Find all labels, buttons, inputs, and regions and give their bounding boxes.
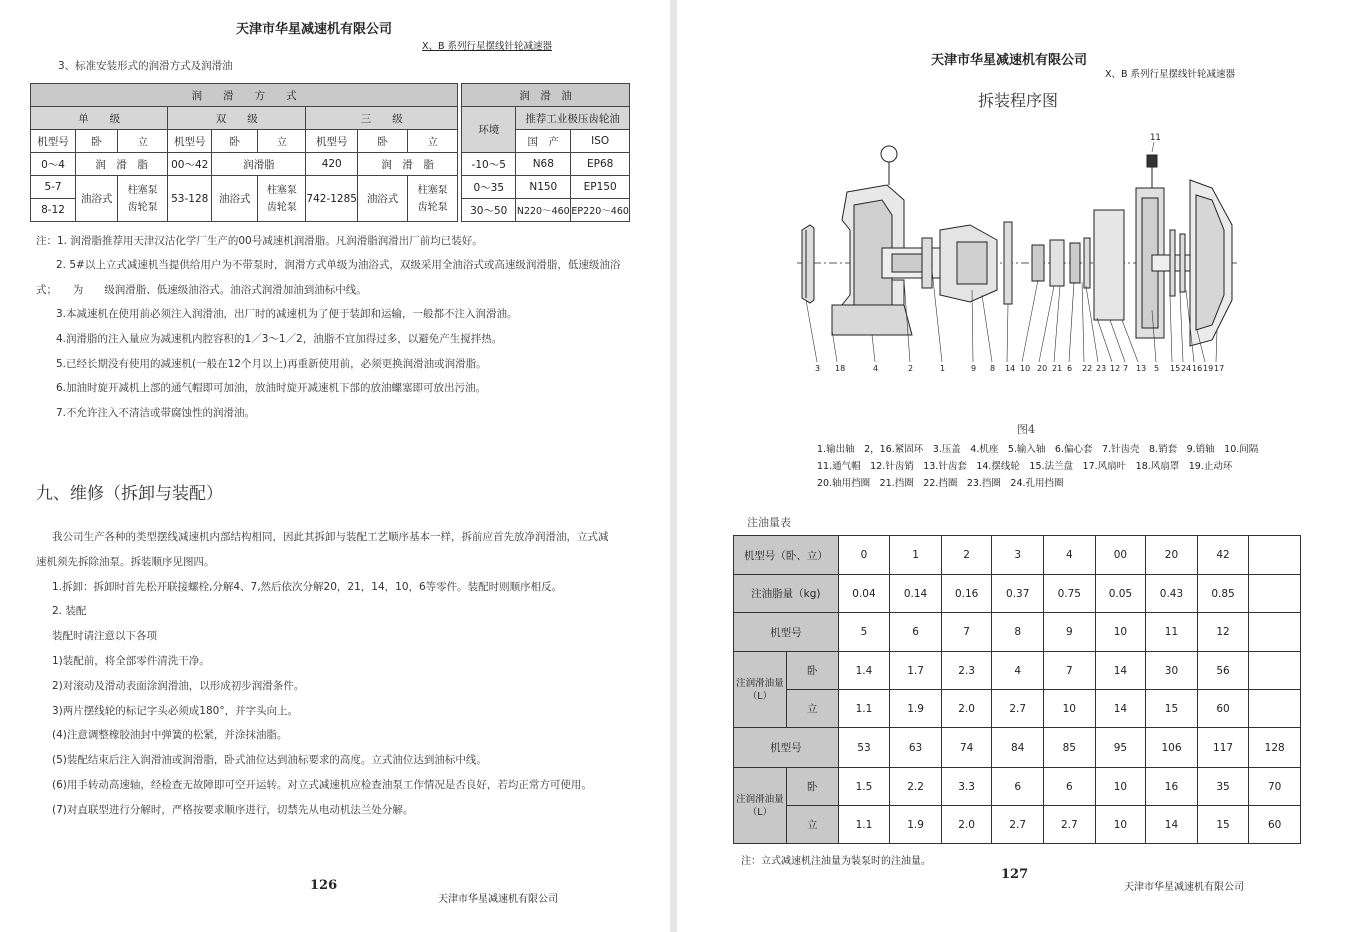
- table-row: 立 1.1 1.9 2.0 2.7 10 14 15 60: [734, 690, 1301, 728]
- company-header: 天津市华星减速机有限公司: [931, 53, 1088, 68]
- note-2-cont: 式； 为 级润滑脂、低速级油浴式。油浴式润滑加油到油标中线。: [36, 284, 367, 296]
- table-row: 注润滑油量（L） 卧 1.4 1.7 2.3 4 7 14 30 56: [734, 652, 1301, 690]
- callout-label: 5: [1154, 364, 1160, 373]
- header-li: 立: [118, 130, 168, 153]
- table-row: 0～4 润 滑 脂 00～42 润滑脂 420 润 滑 脂 -10～5 N68 EP68: [31, 153, 630, 176]
- series-header: X、B 系列行星摆线针轮减速器: [1105, 69, 1236, 80]
- header-li: 立: [258, 130, 306, 153]
- header-oil: 润 滑 油: [462, 84, 630, 107]
- callout-label: 3: [815, 364, 821, 373]
- fill-table-note: 注：立式减速机注油量为装泵时的注油量。: [741, 856, 931, 867]
- callout-label: 9: [971, 364, 977, 373]
- para-line: 3)两片摆线轮的标记字头必须成180°，并字头向上。: [52, 705, 299, 717]
- header-wo: 卧: [212, 130, 258, 153]
- section-3-title: 3、标准安装形式的润滑方式及润滑油: [58, 60, 233, 72]
- callout-label: 14: [1005, 364, 1016, 373]
- right-page: [677, 0, 1348, 932]
- callout-label: 15: [1170, 364, 1181, 373]
- note-3: 3.本减速机在使用前必须注入润滑油，出厂时的减速机为了便于装卸和运输，一般都不注入润滑油。: [56, 308, 518, 320]
- header-li: 立: [408, 130, 458, 153]
- company-header: 天津市华星减速机有限公司: [236, 22, 393, 37]
- callout-label: 10: [1020, 364, 1031, 373]
- left-page: [0, 0, 670, 932]
- footer-company: 天津市华星减速机有限公司: [1124, 882, 1244, 893]
- para-line: 装配时请注意以下各项: [52, 630, 157, 642]
- table-row: 机型号 5 6 7 8 9 10 11 12: [734, 613, 1301, 652]
- header-model: 机型号: [306, 130, 358, 153]
- header-env: 环境: [462, 107, 516, 153]
- para-line: 1.拆卸：拆卸时首先松开联接螺栓,分解4、7,然后依次分解20，21，14，10，6等零件。装配时则顺序相反。: [52, 581, 563, 593]
- page-number: 126: [310, 878, 338, 893]
- exploded-assembly-diagram: [792, 130, 1242, 375]
- callout-label: 22: [1082, 364, 1093, 373]
- table-row: 机型号（卧、立） 0 1 2 3 4 00 20 42: [734, 536, 1301, 575]
- fill-table-title: 注油量表: [747, 516, 791, 529]
- callout-label: 19: [1203, 364, 1214, 373]
- para-line: 我公司生产各种的类型摆线减速机内部结构相同，因此其拆卸与装配工艺顺序基本一样，拆前应首先放净润滑油，立式减: [52, 531, 609, 543]
- callout-label: 7: [1123, 364, 1129, 373]
- callout-label: 2: [908, 364, 914, 373]
- para-line: 2. 装配: [52, 605, 87, 617]
- callout-label: 1: [940, 364, 946, 373]
- table-row: 注油脂量（kg) 0.04 0.14 0.16 0.37 0.75 0.05 0.43 0.85: [734, 575, 1301, 613]
- callout-label: 8: [990, 364, 996, 373]
- callout-label: 12: [1110, 364, 1121, 373]
- table-row: 8-12 30～50 N220～460 EP220～460: [31, 199, 630, 222]
- header-double: 双 级: [168, 107, 306, 130]
- callout-label: 6: [1067, 364, 1073, 373]
- figure-label: 图4: [1017, 423, 1035, 436]
- header-iso: ISO: [571, 130, 630, 153]
- header-recommend: 推荐工业极压齿轮油: [516, 107, 630, 130]
- table-row: 机型号 53 63 74 84 85 95 106 117 128: [734, 728, 1301, 768]
- diagram-title: 拆装程序图: [978, 91, 1059, 110]
- para-line: (7)对直联型进行分解时，严格按要求顺序进行，切禁先从电动机法兰处分解。: [52, 804, 414, 816]
- note-2: 2. 5#以上立式减速机当提供给用户为不带泵时，润滑方式单级为油浴式，双级采用全油浴式或高速级润滑脂，低速级油浴: [56, 259, 621, 271]
- page-number: 127: [1001, 867, 1029, 882]
- header-wo: 卧: [358, 130, 408, 153]
- callout-label: 24: [1181, 364, 1192, 373]
- header-model: 机型号: [31, 130, 76, 153]
- callout-label: 20: [1037, 364, 1048, 373]
- note-5: 5.已经长期没有使用的减速机(一般在12个月以上)再重新使用前，必须更换润滑油或润滑脂。: [56, 358, 487, 370]
- callout-label: 17: [1214, 364, 1225, 373]
- header-triple: 三 级: [306, 107, 458, 130]
- callout-label: 4: [873, 364, 879, 373]
- footer-company: 天津市华星减速机有限公司: [438, 894, 558, 905]
- table-row: 5-7 油浴式 柱塞泵 齿轮泵 53-128 油浴式 柱塞泵 齿轮泵 742-1285 油浴式 柱塞泵 齿轮泵 0～35 N150 EP150: [31, 176, 630, 199]
- note-6: 6.加油时旋开减机上部的通气帽即可加油，放油时旋开减速机下部的放油螺塞即可放出污油。: [56, 382, 487, 394]
- callout-label: 16: [1192, 364, 1203, 373]
- legend-line: 11.通气帽 12.针齿销 13.针齿套 14.摆线轮 15.法兰盘 17.风扇叶 18.风扇罩 19.止动环: [817, 461, 1233, 472]
- para-line: (6)用手转动高速轴，经检查无故障即可空开运转。对立式减速机应检查油泵工作情况是否良好，若均正常方可使用。: [52, 779, 592, 791]
- header-wo: 卧: [76, 130, 118, 153]
- callout-label: 13: [1136, 364, 1147, 373]
- header-model: 机型号: [168, 130, 212, 153]
- header-method: 润 滑 方 式: [31, 84, 458, 107]
- table-row: 立 1.1 1.9 2.0 2.7 2.7 10 14 15 60: [734, 806, 1301, 844]
- header-single: 单 级: [31, 107, 168, 130]
- callout-label: 21: [1052, 364, 1063, 373]
- para-line: (4)注意调整橡胶油封中弹簧的松紧，并涂抹油脂。: [52, 729, 288, 741]
- lubrication-table: [30, 83, 630, 222]
- legend-line: 20.轴用挡圈 21.挡圈 22.挡圈 23.挡圈 24.孔用挡圈: [817, 478, 1064, 489]
- series-header: X、B 系列行星摆线针轮减速器: [422, 41, 553, 52]
- note-1: 注：1. 润滑脂推荐用天津汉沽化学厂生产的00号减速机润滑脂。凡润滑脂润滑出厂前均已装好。: [36, 235, 483, 247]
- legend-line: 1.输出轴 2，16.紧固环 3.压盖 4.机座 5.输入轴 6.偏心套 7.针齿壳 8.销套 9.销轴 10.间隔: [817, 444, 1259, 455]
- header-domestic: 国 产: [516, 130, 571, 153]
- para-line: 1)装配前，将全部零件清洗干净。: [52, 655, 210, 667]
- para-line: (5)装配结束后注入润滑油或润滑脂，卧式油位达到油标要求的高度。立式油位达到油标中线。: [52, 754, 487, 766]
- note-7: 7.不允许注入不清洁或带腐蚀性的润滑油。: [56, 407, 256, 419]
- callout-label: 18: [835, 364, 846, 373]
- note-4: 4.润滑脂的注入量应为减速机内腔容积的1／3～1／2，油脂不宜加得过多，以避免产生搅拌热。: [56, 333, 503, 345]
- table-row: 注润滑油量（L） 卧 1.5 2.2 3.3 6 6 10 16 35 70: [734, 768, 1301, 806]
- callout-labels: [815, 364, 1224, 373]
- callout-label: 23: [1096, 364, 1107, 373]
- callout-label: 11: [1150, 133, 1161, 143]
- section-9-title: 九、维修（拆卸与装配）: [36, 484, 223, 504]
- oil-fill-table: [733, 535, 1301, 844]
- para-line: 速机须先拆除油泵。拆装顺序见图四。: [36, 556, 215, 568]
- para-line: 2)对滚动及滑动表面涂润滑油，以形成初步润滑条件。: [52, 680, 305, 692]
